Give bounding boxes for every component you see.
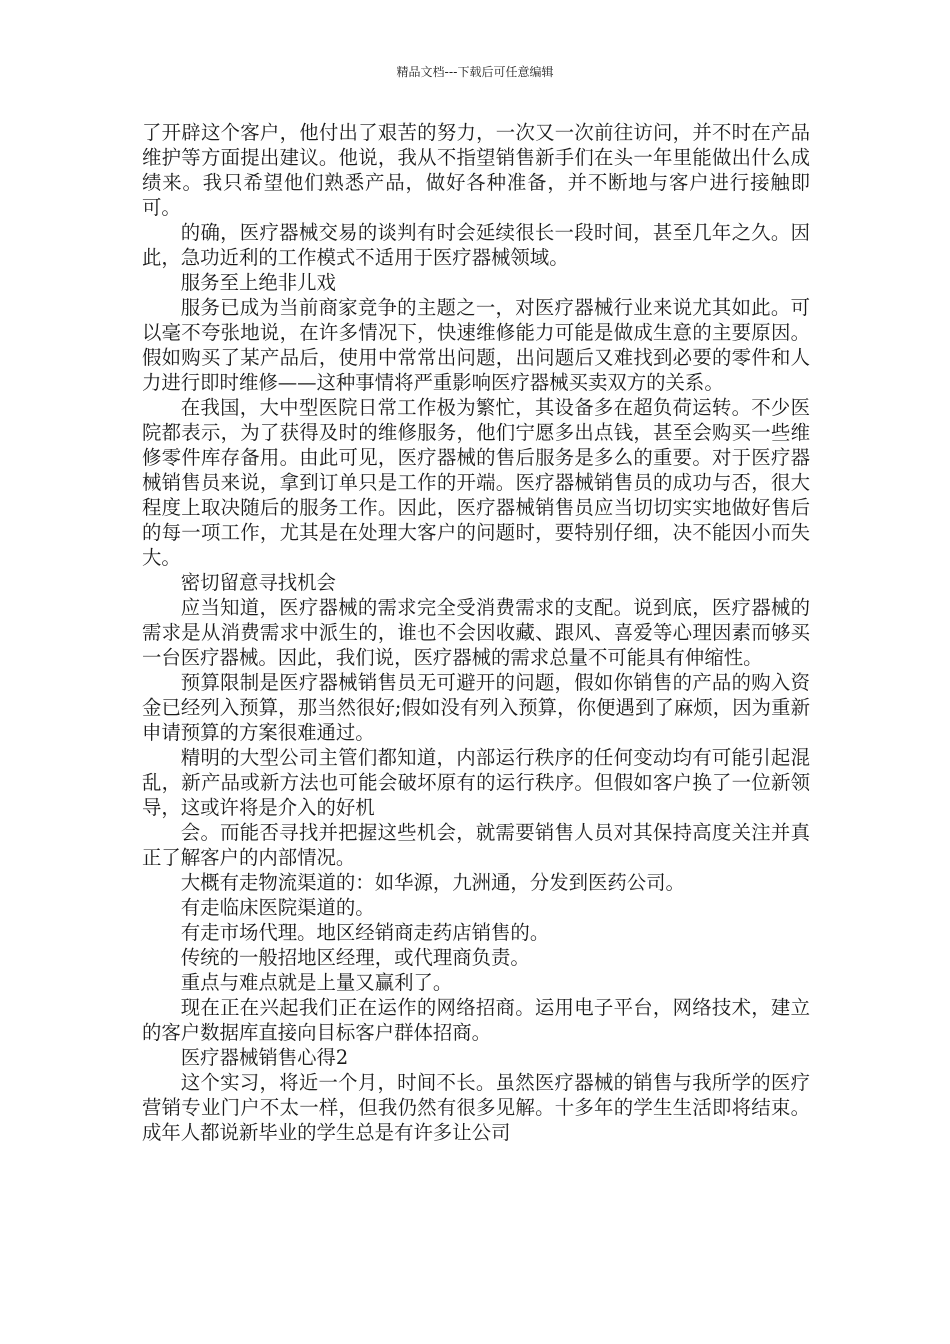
document-body (142, 120, 810, 1145)
paragraph: 有走市场代理。地区经销商走药店销售的。 (180, 921, 550, 944)
paragraph: 应当知道，医疗器械的需求完全受消费需求的支配。说到底，医疗器械的需求是从消费需求中派生的，谁也不会因收藏、跟风、喜爱等心理因素而够买一台医疗器械。因此，我们说，医疗器械的需求总量不可能具有伸缩性。 (142, 596, 810, 669)
paragraph: 精明的大型公司主管们都知道，内部运行秩序的任何变动均有可能引起混乱，新产品或新方法也可能会破坏原有的运行秩序。但假如客户换了一位新领导，这或许将是介入的好机 (142, 746, 810, 819)
section-heading: 服务至上绝非儿戏 (180, 271, 336, 294)
paragraph: 预算限制是医疗器械销售员无可避开的问题，假如你销售的产品的购入资金已经列入预算，那当然很好;假如没有列入预算，你便遇到了麻烦，因为重新申请预算的方案很难通过。 (142, 671, 810, 744)
page-header: 精品文档---下载后可任意编辑 (396, 65, 554, 79)
paragraph: 有走临床医院渠道的。 (180, 896, 375, 919)
section-heading: 密切留意寻找机会 (180, 571, 336, 594)
paragraph: 的确，医疗器械交易的谈判有时会延续很长一段时间，甚至几年之久。因此，急功近利的工作模式不适用于医疗器械领域。 (142, 221, 810, 269)
paragraph: 这个实习，将近一个月，时间不长。虽然医疗器械的销售与我所学的医疗营销专业门户不太一样，但我仍然有很多见解。十多年的学生生活即将结束。成年人都说新毕业的学生总是有许多让公司 (142, 1071, 810, 1144)
paragraph: 传统的一般招地区经理，或代理商负责。 (180, 946, 530, 969)
section-heading: 医疗器械销售心得2 (180, 1046, 349, 1069)
paragraph: 了开辟这个客户，他付出了艰苦的努力，一次又一次前往访问，并不时在产品维护等方面提出建议。他说，我从不指望销售新手们在头一年里能做出什么成绩来。我只希望他们熟悉产品，做好各种准备，并不断地与客户进行接触即可。 (142, 121, 810, 219)
paragraph: 大概有走物流渠道的：如华源，九洲通，分发到医药公司。 (180, 871, 685, 894)
paragraph: 在我国，大中型医院日常工作极为繁忙，其设备多在超负荷运转。不少医院都表示，为了获得及时的维修服务，他们宁愿多出点钱，甚至会购买一些维修零件库存备用。由此可见，医疗器械的售后服务是多么的重要。对于医疗器械销售员来说，拿到订单只是工作的开端。医疗器械销售员的成功与否，很大程度上取决随后的服务工作。因此，医疗器械销售员应当切切实实地做好售后的每一项工作，尤其是在处理大客户的问题时，要特别仔细，决不能因小而失大。 (142, 396, 810, 569)
paragraph: 服务已成为当前商家竞争的主题之一，对医疗器械行业来说尤其如此。可以毫不夸张地说，在许多情况下，快速维修能力可能是做成生意的主要原因。假如购买了某产品后，使用中常常出问题，出问题后又难找到必要的零件和人力进行即时维修——这种事情将严重影响医疗器械买卖双方的关系。 (142, 296, 810, 394)
paragraph: 重点与难点就是上量又赢利了。 (180, 971, 453, 994)
paragraph: 现在正在兴起我们正在运作的网络招商。运用电子平台，网络技术，建立的客户数据库直接向目标客户群体招商。 (142, 996, 810, 1044)
paragraph: 会。而能否寻找并把握这些机会，就需要销售人员对其保持高度关注并真正了解客户的内部情况。 (142, 821, 810, 869)
